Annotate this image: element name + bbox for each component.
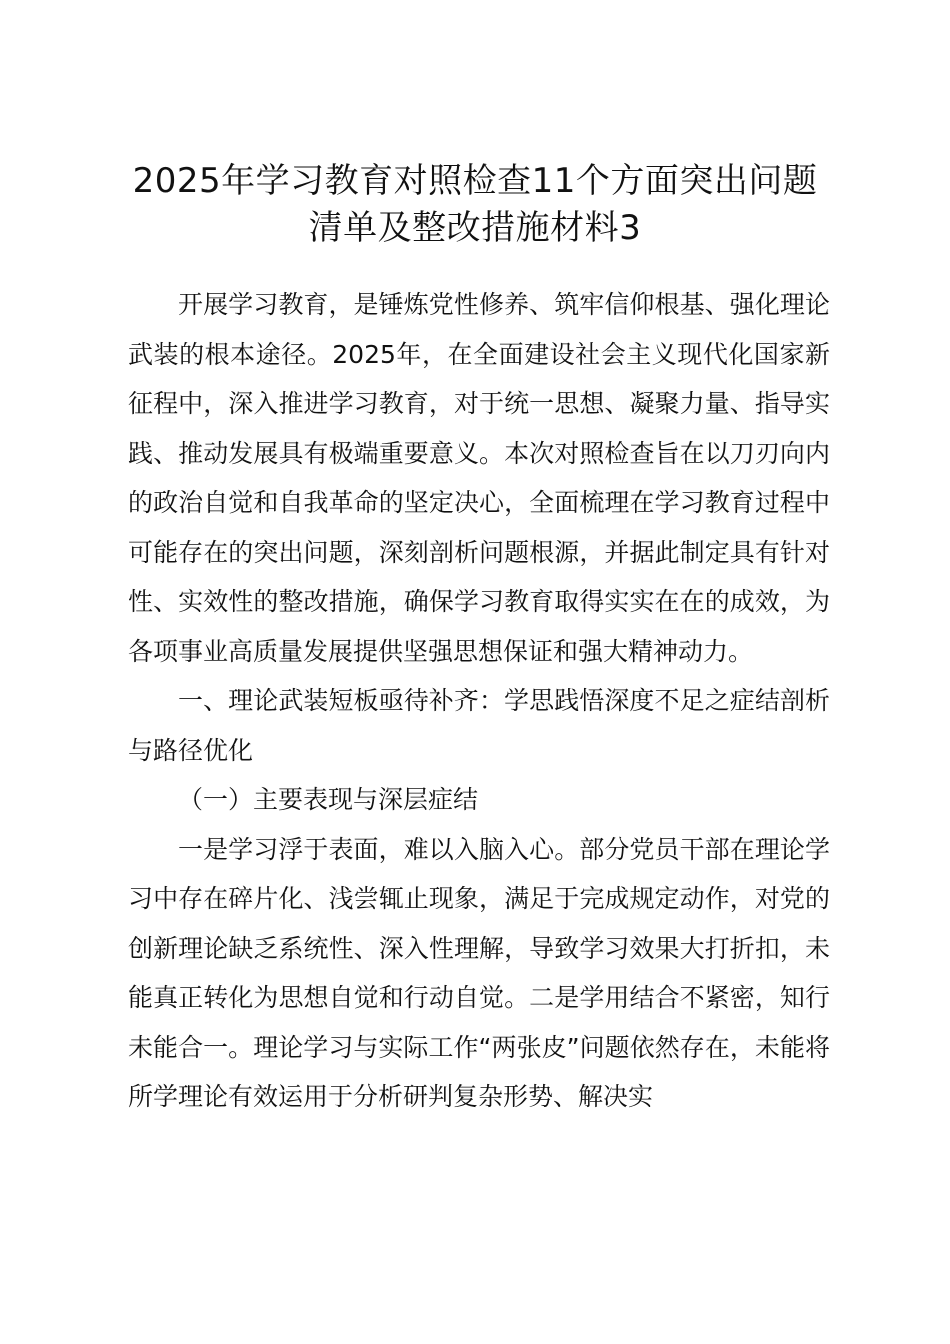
subsection-heading: （一）主要表现与深层症结 [178, 785, 479, 814]
intro-paragraph: 开展学习教育，是锤炼党性修养、筑牢信仰根基、强化理论武装的根本途径。2025年，在全面建设社会主义现代化国家新征程中，深入推进学习教育，对于统一思想、凝聚力量、指导实践、推动发展具有极端重要意义。本次对照检查旨在以刀刃向内的政治自觉和自我革命的坚定决心，全面梳理在学习教育过程中可能存在的突出问题，深刻剖析问题根源，并据此制定具有针对性、实效性的整改措施，确保学习教育取得实实在在的成效，为各项事业高质量发展提供坚强思想保证和强大精神动力。 [128, 290, 830, 666]
document-body [128, 280, 830, 1122]
section-heading: 一、理论武装短板亟待补齐：学思践悟深度不足之症结剖析与路径优化 [128, 686, 830, 765]
subsection-paragraph: 一是学习浮于表面，难以入脑入心。部分党员干部在理论学习中存在碎片化、浅尝辄止现象，满足于完成规定动作，对党的创新理论缺乏系统性、深入性理解，导致学习效果大打折扣，未能真正转化为思想自觉和行动自觉。二是学用结合不紧密，知行未能合一。理论学习与实际工作“两张皮”问题依然存在，未能将所学理论有效运用于分析研判复杂形势、解决实 [128, 834, 830, 1111]
document-title: 2025年学习教育对照检查11个方面突出问题清单及整改措施材料3 [132, 161, 818, 248]
